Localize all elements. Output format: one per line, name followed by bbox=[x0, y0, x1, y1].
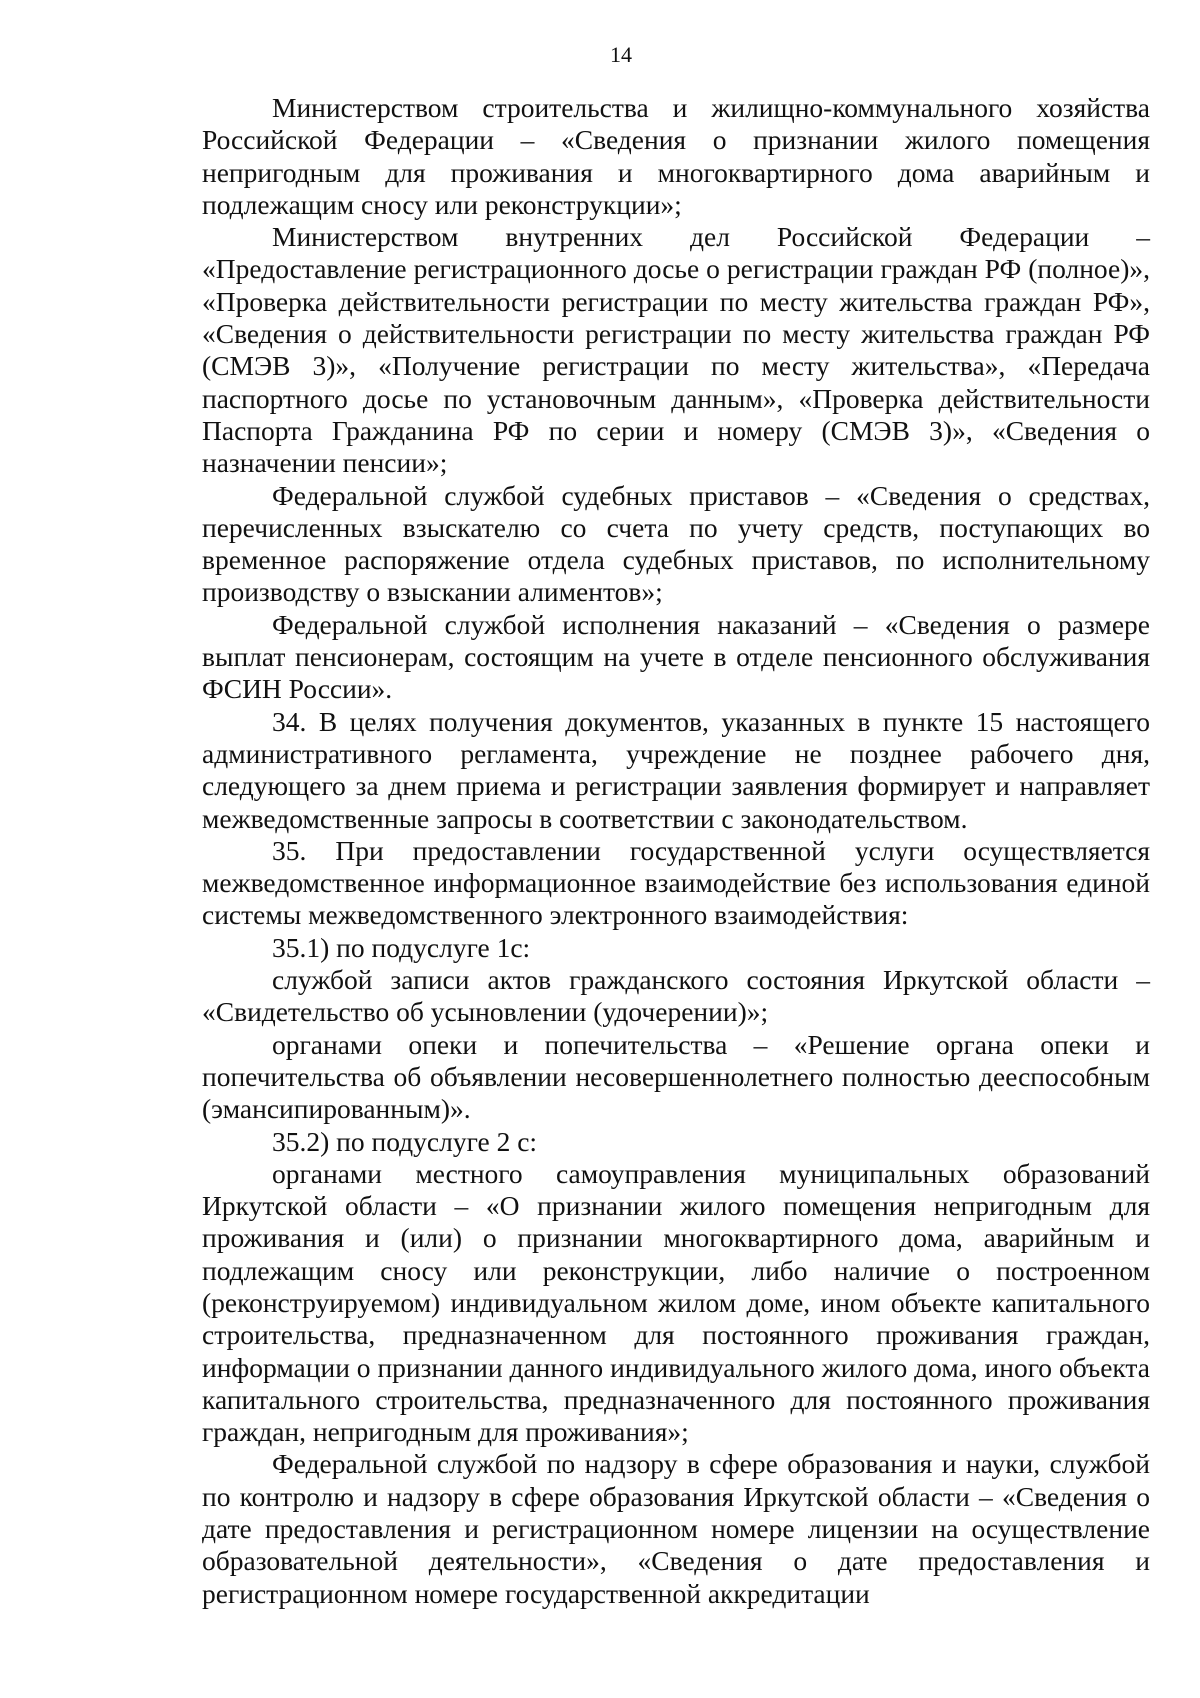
document-body bbox=[202, 92, 1150, 1610]
paragraph-opeka: органами опеки и попечительства – «Решение органа опеки и попечительства об объявлении несовершеннолетнего полностью дееспособным (эмансипированным)». bbox=[202, 1028, 1150, 1125]
page-number: 14 bbox=[610, 42, 632, 67]
paragraph-mvd: Министерством внутренних дел Российской Федерации – «Предоставление регистрационного досье о регистрации граждан РФ (полное)», «Проверка действительности регистрации по месту жительства граждан РФ», «Сведения о действительности регистрации по месту жительства граждан РФ (СМЭВ 3)», «Получение регистрации по месту жительства», «Передача паспортного досье по установочным данным», «Проверка действительности Паспорта Гражданина РФ по серии и номеру (СМЭВ 3)», «Сведения о назначении пенсии»; bbox=[202, 221, 1150, 479]
paragraph-local-government: органами местного самоуправления муниципальных образований Иркутской области – «О признании жилого помещения непригодным для проживания и (или) о признании многоквартирного дома, аварийным и подлежащим сносу или реконструкции, либо наличие о построенном (реконструируемом) индивидуальном жилом доме, ином объекте капитального строительства, предназначенном для постоянного проживания граждан, информации о признании данного индивидуального жилого дома, иного объекта капитального строительства, предназначенного для постоянного проживания граждан, непригодным для проживания»; bbox=[202, 1157, 1150, 1448]
paragraph-fssp: Федеральной службой судебных приставов – «Сведения о средствах, перечисленных взыскателю со счета по учету средств, поступающих во временное распоряжение отдела судебных приставов, по исполнительному производству о взыскании алиментов»; bbox=[202, 479, 1150, 608]
paragraph-item-35-1: 35.1) по подуслуге 1с: bbox=[272, 931, 531, 963]
paragraph-fsin: Федеральной службой исполнения наказаний – «Сведения о размере выплат пенсионерам, состоящим на учете в отделе пенсионного обслуживания ФСИН России». bbox=[202, 608, 1150, 705]
paragraph-education-supervision: Федеральной службой по надзору в сфере образования и науки, службой по контролю и надзору в сфере образования Иркутской области – «Сведения о дате предоставления и регистрационном номере лицензии на осуществление образовательной деятельности», «Сведения о дате предоставления и регистрационном номере государственной аккредитации bbox=[202, 1448, 1150, 1609]
paragraph-item-35-2: 35.2) по подуслуге 2 с: bbox=[272, 1125, 538, 1157]
paragraph-item-34: 34. В целях получения документов, указанных в пункте 15 настоящего административного регламента, учреждение не позднее рабочего дня, следующего за днем приема и регистрации заявления формирует и направляет межведомственные запросы в соответствии с законодательством. bbox=[202, 705, 1150, 834]
paragraph-minstroy: Министерством строительства и жилищно-коммунального хозяйства Российской Федерации – «Сведения о признании жилого помещения непригодным для проживания и многоквартирного дома аварийным и подлежащим сносу или реконструкции»; bbox=[202, 92, 1150, 220]
paragraph-item-35: 35. При предоставлении государственной услуги осуществляется межведомственное информационное взаимодействие без использования единой системы межведомственного электронного взаимодействия: bbox=[202, 834, 1150, 931]
paragraph-zags: службой записи актов гражданского состояния Иркутской области – «Свидетельство об усыновлении (удочерении)»; bbox=[202, 964, 1150, 1028]
